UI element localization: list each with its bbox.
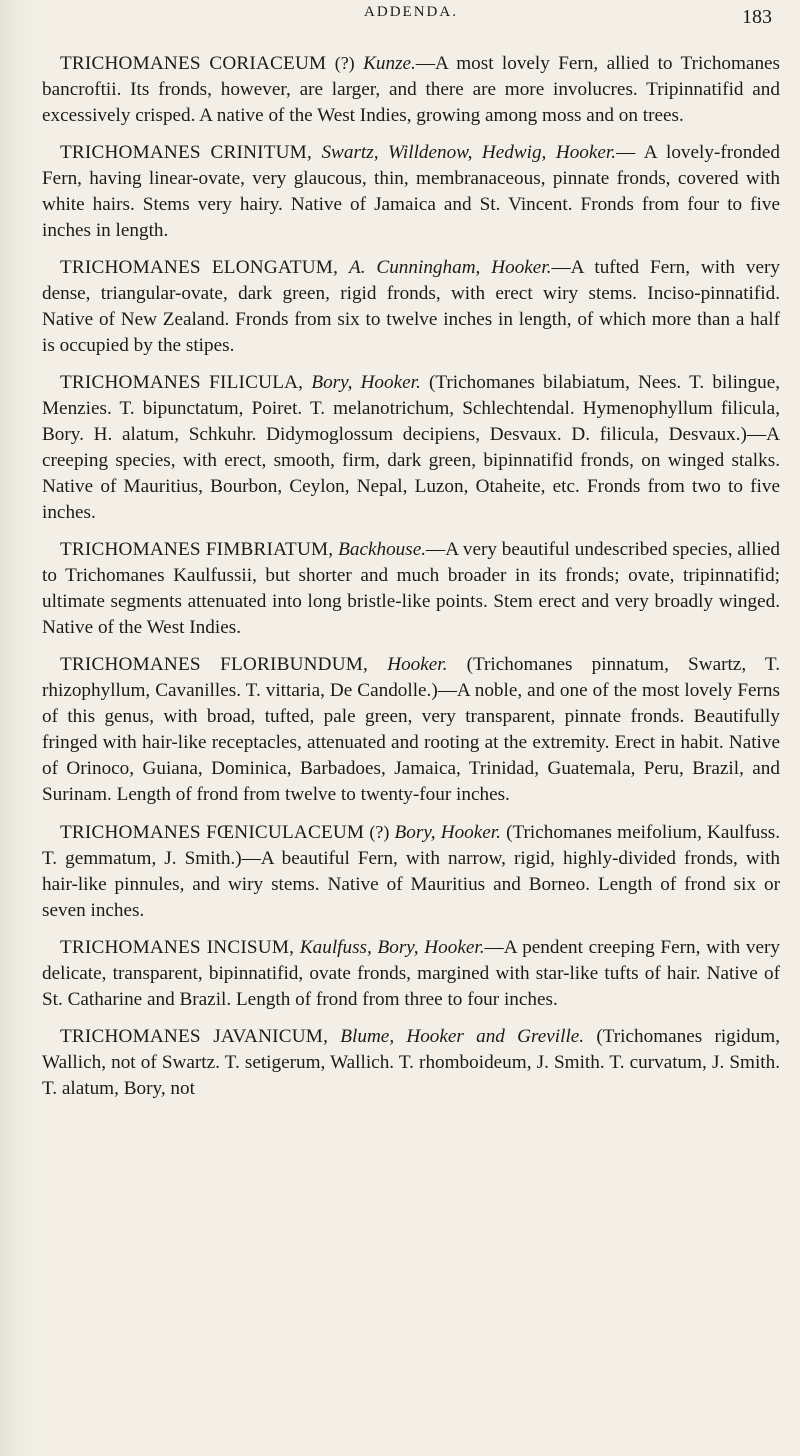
species-name: TRICHOMANES FŒNICULACEUM: [60, 822, 365, 843]
species-authority: Kunze.: [363, 53, 416, 74]
entry-body: (Trichomanes meifolium, Kaulfuss. T. gemmatum, J. Smith.)—A beautiful Fern, with narrow, rigid, highly-divided fronds, with hair-like pinnules, and wiry stems. Native of Mauritius and Borneo. Length of frond six or seven inches.: [42, 822, 781, 921]
species-authority: Bory, Hooker.: [394, 822, 501, 843]
entry-body: —A pendent creeping Fern, with very delicate, transparent, bipinnatifid, ovate fronds, margined with star-like tufts of hair. Native of St. Catharine and Brazil. Length of frond from three to four inches.: [42, 937, 781, 1010]
entry-crinitum: [42, 140, 780, 244]
entry-fimbriatum: [42, 537, 780, 641]
species-authority: A. Cunningham, Hooker.: [348, 257, 552, 278]
species-authority: Bory, Hooker.: [311, 372, 421, 393]
species-authority: Kaulfuss, Bory, Hooker.: [299, 937, 485, 958]
entries-list: [42, 50, 780, 1102]
entry-body: —A very beautiful undescribed species, allied to Trichomanes Kaulfussii, but shorter and much broader in its fronds; ovate, tripinnatifid; ultimate segments attenuated into long bristle-like points. Stem erect and very broadly winged. Native of the West Indies.: [42, 539, 780, 638]
entry-foeniculaceum: [42, 819, 780, 924]
entry-floribundum: [42, 652, 780, 808]
species-authority: Backhouse.: [338, 539, 427, 560]
entry-elongatum: [42, 255, 780, 359]
entry-filicula: [42, 370, 780, 526]
species-authority: Swartz, Willdenow, Hedwig, Hooker.: [321, 142, 617, 163]
species-authority: Hooker.: [387, 654, 448, 675]
running-head: [42, 0, 780, 44]
species-qualifier: (?): [334, 53, 355, 73]
entry-body: —A most lovely Fern, allied to Trichomanes bancroftii. Its fronds, however, are larger, and there are more involucres. Tripinnatifid and excessively crisped. A native of the West Indies, growing among moss and on trees.: [42, 53, 781, 126]
species-name: TRICHOMANES JAVANICUM,: [60, 1026, 329, 1047]
species-name: TRICHOMANES ELONGATUM,: [60, 257, 339, 278]
species-name: TRICHOMANES INCISUM,: [60, 937, 295, 958]
species-authority: Blume, Hooker and Greville.: [340, 1026, 585, 1047]
entry-body: —A tufted Fern, with very dense, triangular-ovate, dark green, rigid fronds, with erect wiry stems. Inciso-pinnatifid. Native of New Zealand. Fronds from six to twelve inches in length, of which more than a half is occupied by the stipes.: [42, 257, 780, 356]
entry-body: — A lovely-fronded Fern, having linear-ovate, very glaucous, thin, membranaceous, pinnate fronds, covered with white hairs. Stems very hairy. Native of Jamaica and St. Vincent. Fronds from four to five inches in length.: [42, 142, 781, 241]
species-name: TRICHOMANES CRINITUM,: [60, 142, 312, 163]
species-qualifier: (?): [369, 822, 390, 842]
page-header-title: ADDENDA.: [364, 4, 458, 20]
entry-incisum: [42, 935, 780, 1013]
species-name: TRICHOMANES FILICULA,: [60, 372, 304, 393]
page-number: 183: [742, 6, 772, 28]
species-name: TRICHOMANES CORIACEUM: [60, 53, 327, 74]
entry-body: (Trichomanes bilabiatum, Nees. T. bilingue, Menzies. T. bipunctatum, Poiret. T. melanotrichum, Schlechtendal. Hymenophyllum filicula, Bory. H. alatum, Schkuhr. Didymoglossum decipiens, Desvaux. D. filicula, Desvaux.)—A creeping species, with erect, smooth, firm, dark green, bipinnatifid fronds, on winged stalks. Native of Mauritius, Bourbon, Ceylon, Nepal, Luzon, Otaheite, etc. Fronds from two to five inches.: [42, 372, 781, 523]
species-name: TRICHOMANES FIMBRIATUM,: [60, 539, 334, 560]
entry-javanicum: [42, 1024, 780, 1102]
species-name: TRICHOMANES FLORIBUNDUM,: [60, 654, 369, 675]
entry-body: (Trichomanes rigidum, Wallich, not of Swartz. T. setigerum, Wallich. T. rhomboideum, J. Smith. T. curvatum, J. Smith. T. alatum, Bory, not: [42, 1026, 780, 1099]
entry-coriaceum: [42, 50, 780, 129]
entry-body: (Trichomanes pinnatum, Swartz, T. rhizophyllum, Cavanilles. T. vittaria, De Candolle.)—A noble, and one of the most lovely Ferns of this genus, with broad, tufted, pale green, very transparent, pinnate fronds. Beautifully fringed with hair-like receptacles, attenuated and rooting at the extremity. Erect in habit. Native of Orinoco, Guiana, Dominica, Barbadoes, Jamaica, Trinidad, Guatemala, Peru, Brazil, and Surinam. Length of frond from twelve to twenty-four inches.: [42, 654, 781, 805]
